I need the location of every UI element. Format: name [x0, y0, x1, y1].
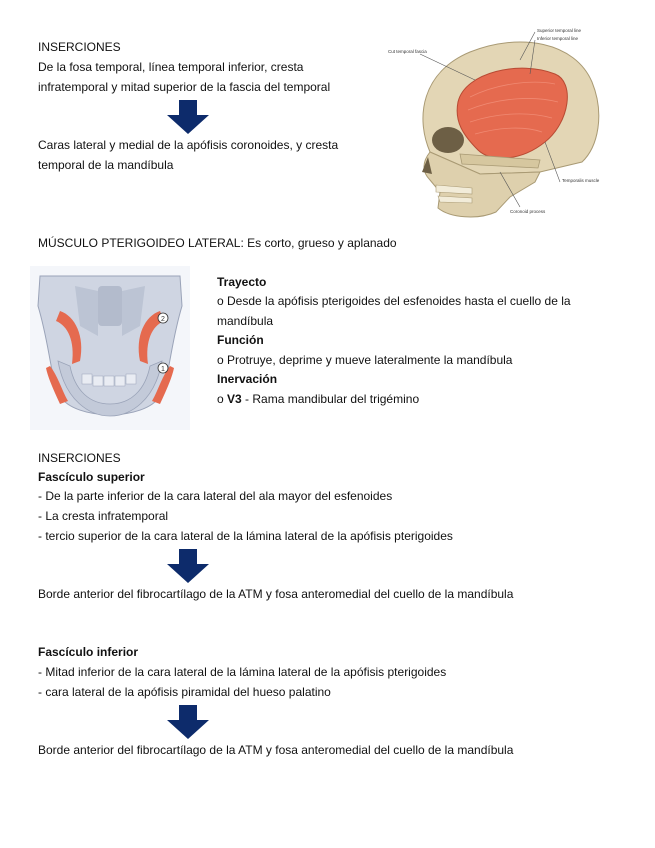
marker-1: 1 [161, 366, 165, 373]
trayecto-heading: Trayecto [217, 275, 267, 289]
skull-temporalis-figure [360, 22, 630, 227]
insertion-line-2: temporal de la mandíbula [38, 158, 174, 172]
funcion-heading: Función [217, 333, 264, 347]
inervacion-heading: Inervación [217, 372, 278, 386]
label-superior-temporal-line: Superior temporal line [537, 28, 582, 33]
trayecto-line-2: mandíbula [217, 314, 274, 328]
label-coronoid-process: Coronoid process [510, 209, 546, 214]
superior-fascicle-heading: Fascículo superior [38, 470, 145, 484]
superior-item-2: - La cresta infratemporal [38, 509, 169, 523]
inervacion-description: - Rama mandibular del trigémino [241, 392, 420, 406]
insertions-heading-2: INSERCIONES [38, 451, 121, 465]
label-temporalis-muscle: Temporalis muscle [562, 178, 600, 183]
inferior-insertion: Borde anterior del fibrocartílago de la ATM y fosa anteromedial del cuello de la mandíbula [38, 743, 514, 757]
inferior-item-2: - cara lateral de la apófisis piramidal del hueso palatino [38, 685, 331, 699]
inferior-item-1: - Mitad inferior de la cara lateral de la lámina lateral de la apófisis pterigoides [38, 665, 447, 679]
muscle-title: MÚSCULO PTERIGOIDEO LATERAL: Es corto, grueso y aplanado [38, 236, 397, 250]
inervacion-nerve: V3 [227, 392, 242, 406]
trayecto-line-1: o Desde la apófisis pterigoides del esfenoides hasta el cuello de la [217, 294, 571, 308]
inferior-fascicle-heading: Fascículo inferior [38, 645, 139, 659]
superior-item-1: - De la parte inferior de la cara lateral del ala mayor del esfenoides [38, 489, 393, 503]
lateral-pterygoid-figure [30, 266, 190, 430]
down-arrow-icon [167, 549, 209, 583]
inervacion-line: o V3 - Rama mandibular del trigémino [217, 392, 420, 406]
insertions-heading-1: INSERCIONES [38, 40, 121, 54]
label-inferior-temporal-line: Inferior temporal line [537, 36, 579, 41]
down-arrow-icon [167, 100, 209, 134]
origin-line-2: infratemporal y mitad superior de la fascia del temporal [38, 80, 331, 94]
superior-insertion: Borde anterior del fibrocartílago de la ATM y fosa anteromedial del cuello de la mandíbula [38, 587, 514, 601]
down-arrow-icon [167, 705, 209, 739]
funcion-line: o Protruye, deprime y mueve lateralmente la mandíbula [217, 353, 513, 367]
label-cut-temporal-fascia: Cut temporal fascia [388, 49, 427, 54]
insertion-line-1: Caras lateral y medial de la apófisis coronoides, y cresta [38, 138, 339, 152]
marker-2: 2 [161, 316, 165, 323]
origin-line-1: De la fosa temporal, línea temporal inferior, cresta [38, 60, 304, 74]
superior-item-3: - tercio superior de la cara lateral de la lámina lateral de la apófisis pterigoides [38, 529, 453, 543]
